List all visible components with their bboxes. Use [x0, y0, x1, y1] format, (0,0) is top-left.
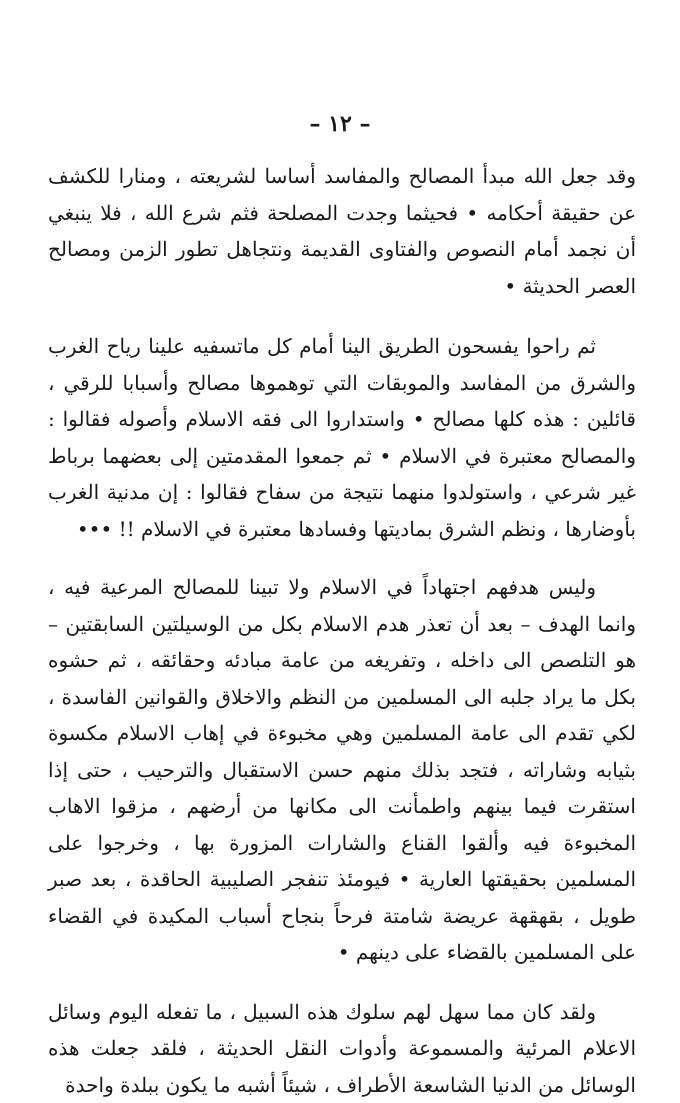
paragraph-3 [48, 569, 636, 971]
paragraph-2 [48, 328, 636, 547]
page-body [48, 158, 636, 1103]
page-number: – ١٢ – [0, 111, 680, 137]
paragraph-1-text: وقد جعل الله مبدأ المصالح والمفاسد أساسا لشريعته ، ومنارا للكشف عن حقيقة أحكامه • فحيثما وجدت المصلحة فثم شرع الله ، فلا ينبغي أن نجمد أمام النصوص والفتاوى القديمة ونتجاهل تطور الزمن ومصالح العصر الحديثة • [48, 164, 636, 298]
paragraph-2-text: ثم راحوا يفسحون الطريق الينا أمام كل ماتسفيه علينا رياح الغرب والشرق من المفاسد والموبقات التي توهموها مصالح وأسبابا للرقي ، قائلين : هذه كلها مصالح • واستداروا الى فقه الاسلام وأصوله فقالوا : والمصالح معتبرة في الاسلام • ثم جمعوا المقدمتين إلى بعضهما برباط غير شرعي ، واستولدوا منهما نتيجة من سفاح فقالوا : إن مدنية الغرب بأوضارها ، ونظم الشرق بماديتها وفسادها معتبرة في الاسلام !! ••• [48, 334, 636, 541]
paragraph-1 [48, 158, 636, 304]
paragraph-3-text: وليس هدفهم اجتهاداً في الاسلام ولا تبينا للمصالح المرعية فيه ، وانما الهدف – بعد أن تعذر هدم الاسلام بكل من الوسيلتين السابقتين – هو التلصص الى داخله ، وتفريغه من عامة مبادئه وحقائقه ، ثم حشوه بكل ما يراد جلبه الى المسلمين من النظم والاخلاق والقوانين الفاسدة ، لكي تقدم الى عامة المسلمين وهي مخبوءة في إهاب الاسلام مكسوة بثيابه وشاراته ، فتجد بذلك منهم حسن الاستقبال والترحيب ، حتى إذا استقرت فيما بينهم واطمأنت الى مكانها من أرضهم ، مزقوا الاهاب المخبوءة فيه وألقوا القناع والشارات المزورة بها ، وخرجوا على المسلمين بحقيقتها العارية • فيومئذ تنفجر الصليبية الحاقدة ، بعد صبر طويل ، بقهقهة عريضة شامتة فرحاً بنجاح أسباب المكيدة في القضاء على المسلمين بالقضاء على دينهم • [48, 575, 636, 964]
paragraph-4-text: ولقد كان مما سهل لهم سلوك هذه السبيل ، ما تفعله اليوم وسائل الاعلام المرئية والمسموعة وأدوات النقل الحديثة ، فلقد جعلت هذه الوسائل من الدنيا الشاسعة الأطراف ، شيئاً أشبه ما يكون ببلدة واحدة [48, 1000, 636, 1097]
paragraph-4 [48, 994, 636, 1103]
